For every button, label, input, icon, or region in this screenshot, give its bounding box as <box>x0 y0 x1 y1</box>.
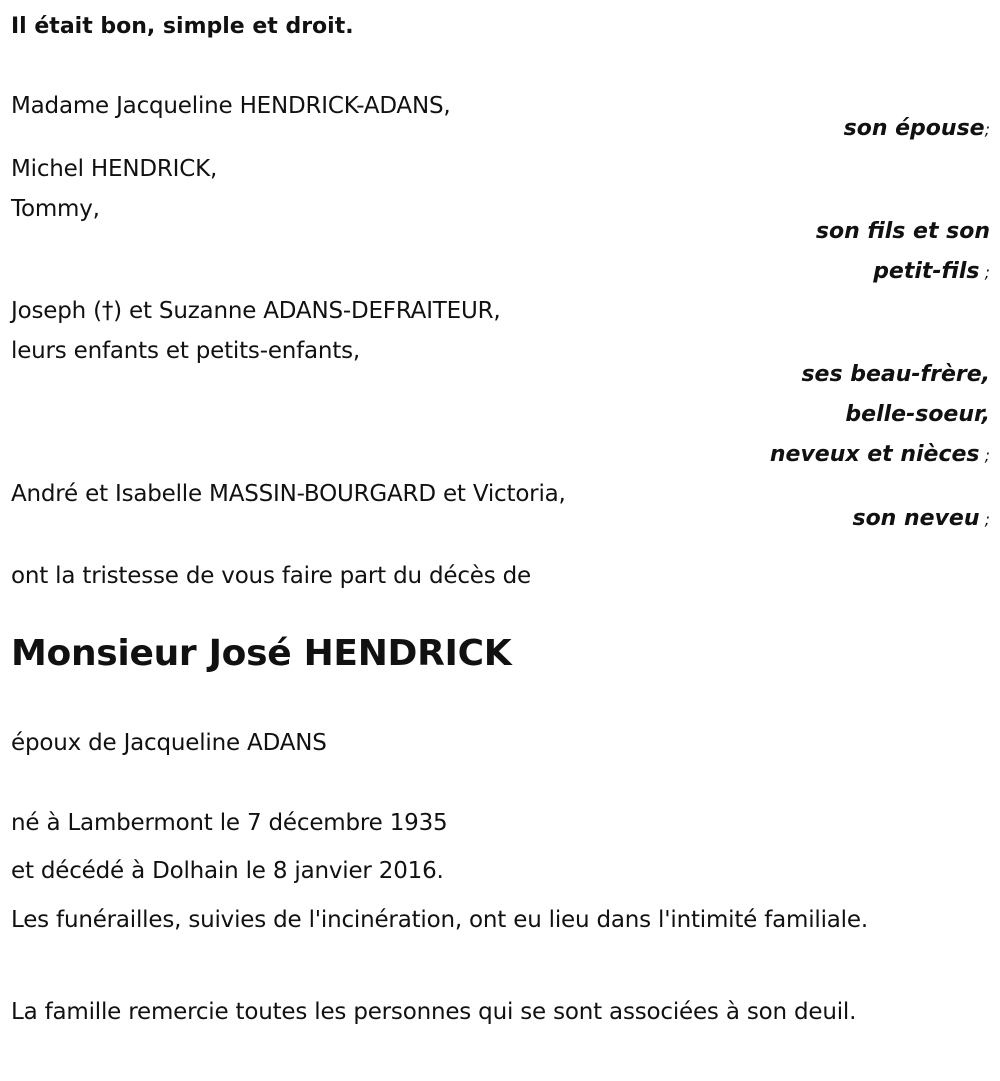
relation-separator: ; <box>979 510 990 529</box>
relation-label <box>845 401 990 429</box>
announcement-text: ont la tristesse de vous faire part du décès de <box>11 563 531 589</box>
relation-label <box>844 115 990 144</box>
family-name-line: Joseph (†) et Suzanne ADANS-DEFRAITEUR, <box>11 298 501 324</box>
relation-text: son épouse <box>843 116 985 141</box>
deceased-name: Monsieur José HENDRICK <box>11 633 512 674</box>
family-name-line: André et Isabelle MASSIN-BOURGARD et Victoria, <box>11 481 566 507</box>
family-name-line: leurs enfants et petits-enfants, <box>11 338 361 364</box>
spouse-line: époux de Jacqueline ADANS <box>11 730 327 756</box>
relation-separator: ; <box>984 120 990 139</box>
relation-label <box>801 361 990 389</box>
relation-text: belle-soeur, <box>845 402 990 427</box>
death-line: et décédé à Dolhain le 8 janvier 2016. <box>11 858 444 884</box>
birth-line: né à Lambermont le 7 décembre 1935 <box>11 810 448 836</box>
thanks-paragraph: La famille remercie toutes les personnes qui se sont associées à son deuil. <box>11 999 857 1025</box>
relation-label <box>816 218 990 246</box>
relation-text: son neveu <box>852 506 980 531</box>
relation-text: neveux et nièces <box>769 442 980 467</box>
funeral-paragraph: Les funérailles, suivies de l'incinération, ont eu lieu dans l'intimité familiale. <box>11 907 868 933</box>
relation-separator: ; <box>979 446 990 465</box>
family-name-line: Tommy, <box>11 196 100 222</box>
relation-text: petit-fils <box>873 259 980 284</box>
relation-text: ses beau-frère, <box>801 362 990 387</box>
relation-label <box>852 505 990 534</box>
motto-heading: Il était bon, simple et droit. <box>11 14 354 39</box>
relation-text: son fils et son <box>815 219 990 244</box>
relation-label <box>770 441 990 470</box>
family-name-line: Michel HENDRICK, <box>11 156 218 182</box>
relation-label <box>873 258 990 287</box>
relation-separator: ; <box>979 263 990 282</box>
family-name-line: Madame Jacqueline HENDRICK-ADANS, <box>11 93 451 119</box>
